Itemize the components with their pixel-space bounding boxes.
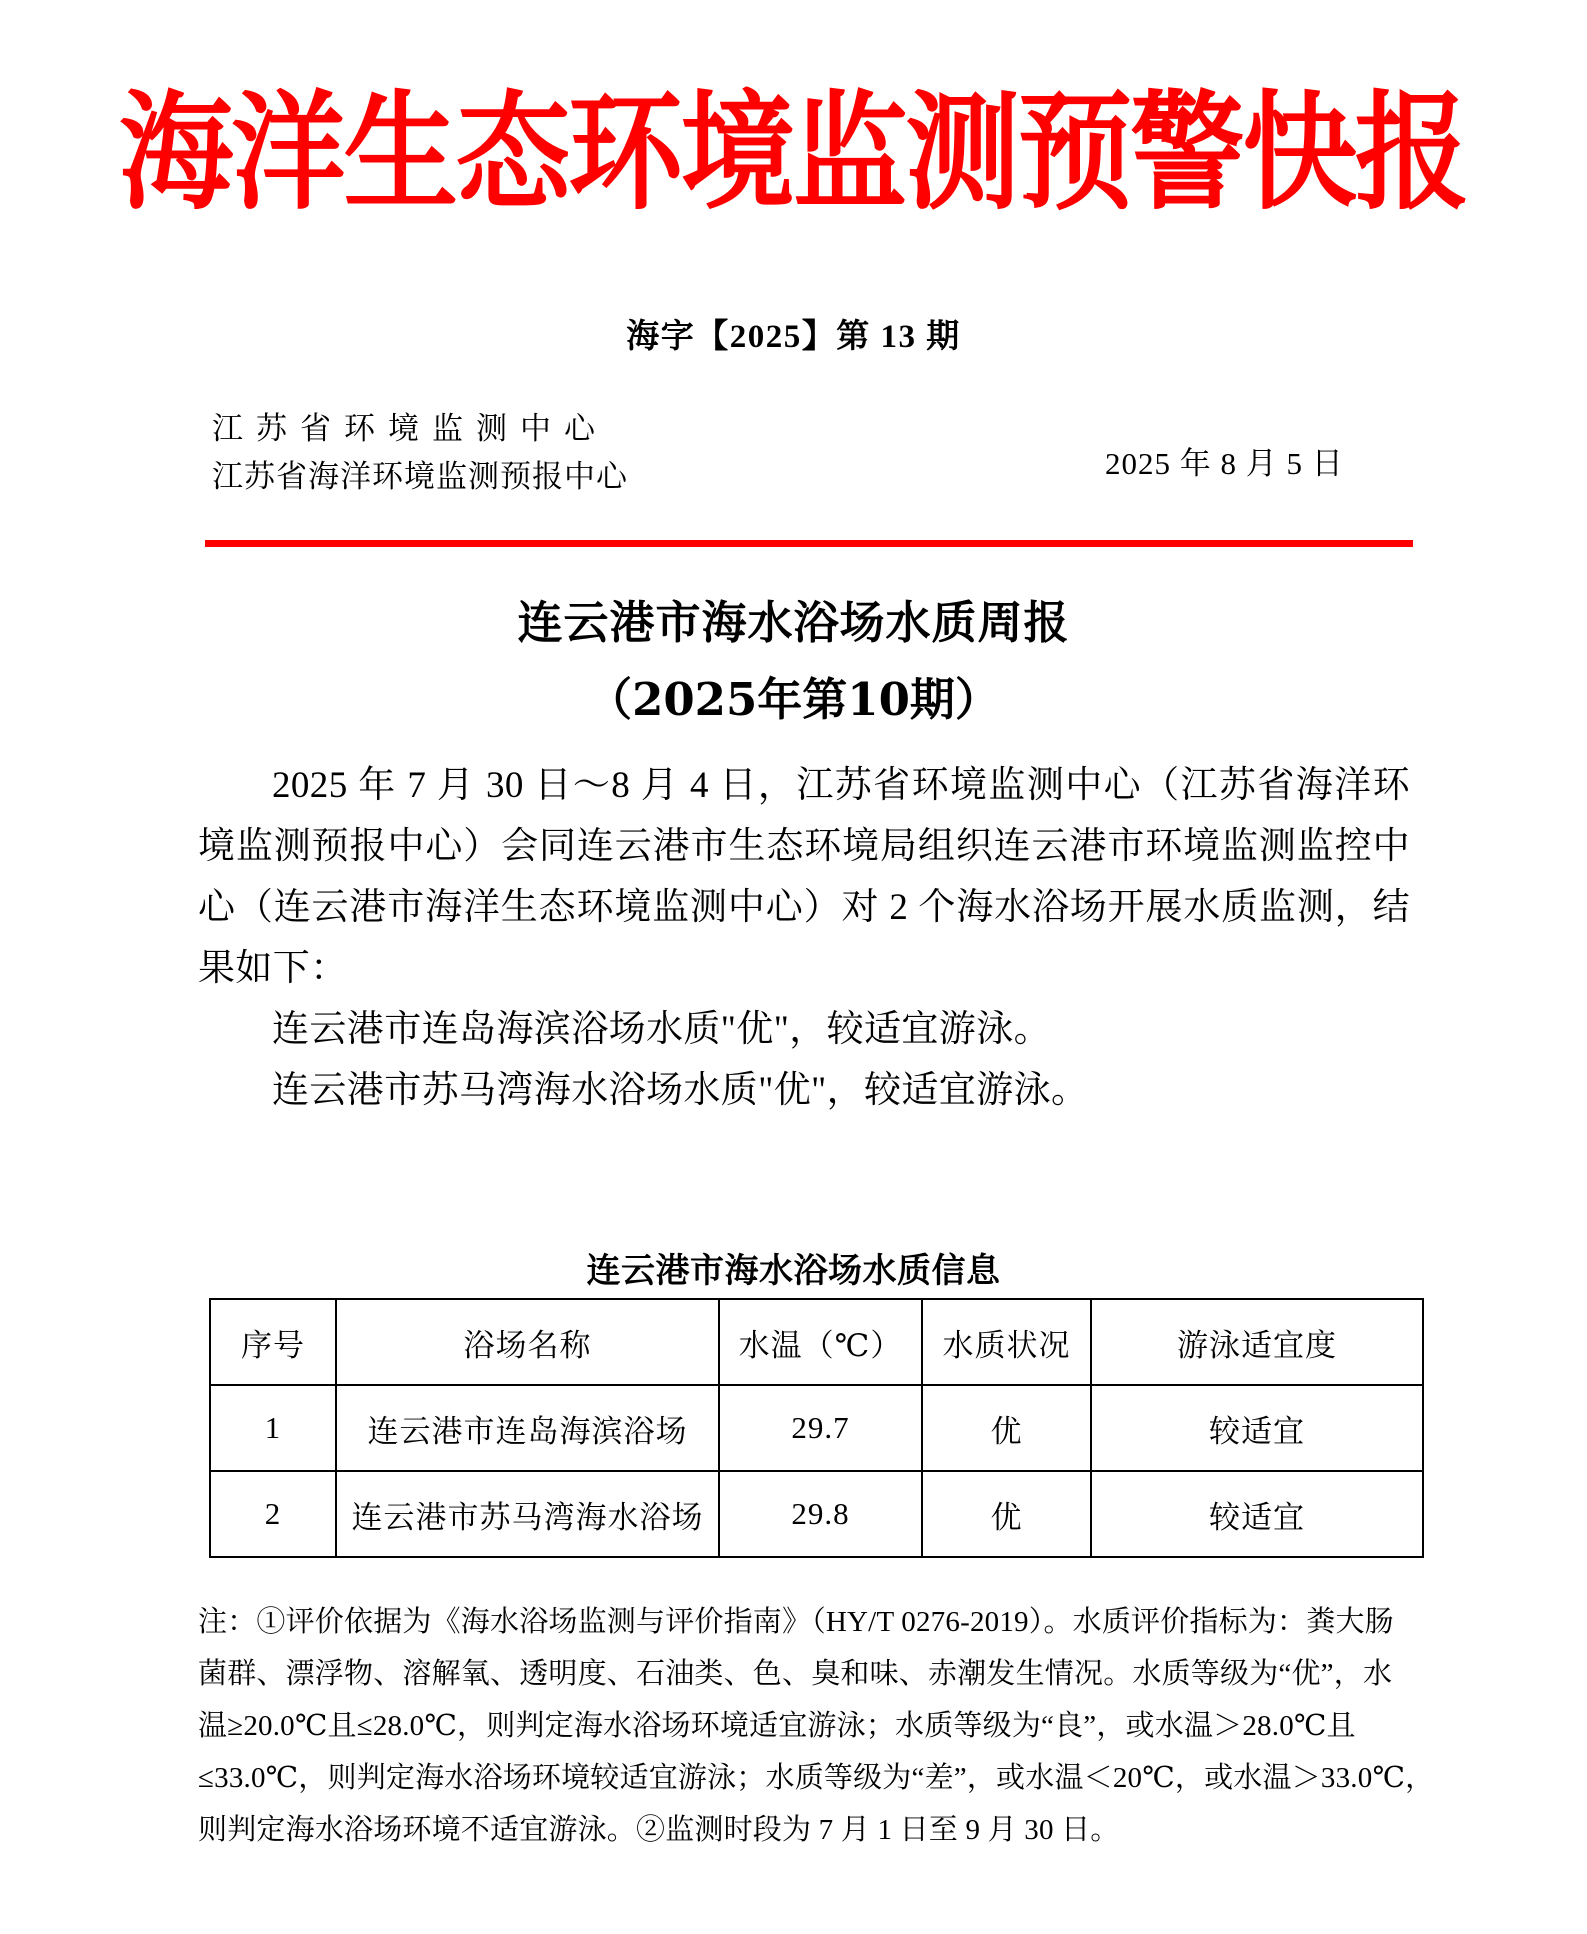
column-header-beach-name: 浴场名称 xyxy=(336,1299,719,1385)
issuer-secondary: 江苏省海洋环境监测预报中心 xyxy=(212,459,628,495)
cell-temperature: 29.7 xyxy=(719,1385,922,1471)
table-header-row xyxy=(210,1299,1423,1385)
issuing-organizations xyxy=(212,405,628,501)
publication-date: 2025 年 8 月 5 日 xyxy=(1105,446,1344,481)
cell-quality: 优 xyxy=(922,1385,1091,1471)
footnote-line-3: 温≥20.0℃且≤28.0℃，则判定海水浴场环境适宜游泳；水质等级为“良”，或水温＞28.0℃且 xyxy=(198,1710,1356,1742)
masthead-title: 海洋生态环境监测预警快报 xyxy=(119,79,1468,228)
footnote-line-1: 注：①评价依据为《海水浴场监测与评价指南》（HY/T 0276-2019）。水质评价指标为：粪大肠 xyxy=(198,1606,1394,1638)
masthead xyxy=(0,79,1587,228)
footnote-line-2: 菌群、漂浮物、溶解氧、透明度、石油类、色、臭和味、赤潮发生情况。水质等级为“优”，水 xyxy=(198,1658,1393,1690)
cell-beach-name: 连云港市苏马湾海水浴场 xyxy=(336,1471,719,1557)
footnote-line-4: ≤33.0℃，则判定海水浴场环境较适宜游泳；水质等级为“差”，或水温＜20℃，或水温＞33.0℃， xyxy=(198,1762,1435,1794)
column-header-quality: 水质状况 xyxy=(922,1299,1091,1385)
report-body xyxy=(198,755,1410,1121)
water-quality-table xyxy=(209,1298,1424,1558)
cell-quality: 优 xyxy=(922,1471,1091,1557)
body-paragraph-result-2: 连云港市苏马湾海水浴场水质"优"，较适宜游泳。 xyxy=(272,1070,1089,1111)
footnote-line-5: 则判定海水浴场环境不适宜游泳。②监测时段为 7 月 1 日至 9 月 30 日。 xyxy=(198,1814,1120,1846)
body-paragraph-result-1: 连云港市连岛海滨浴场水质"优"，较适宜游泳。 xyxy=(272,1009,1052,1050)
body-paragraph-intro: 2025 年 7 月 30 日～8 月 4 日，江苏省环境监测中心（江苏省海洋环境监测预报中心）会同连云港市生态环境局组织连云港市环境监测监控中心（连云港市海洋生态环境监测中心）对 2 个海水浴场开展水质监测，结果如下： xyxy=(198,765,1410,989)
cell-index: 2 xyxy=(210,1471,336,1557)
cell-suitability: 较适宜 xyxy=(1091,1385,1423,1471)
column-header-temperature: 水温（℃） xyxy=(719,1299,922,1385)
table-footnote xyxy=(198,1596,1435,1856)
cell-beach-name: 连云港市连岛海滨浴场 xyxy=(336,1385,719,1471)
cell-index: 1 xyxy=(210,1385,336,1471)
red-divider-rule xyxy=(205,540,1413,547)
table-row xyxy=(210,1385,1423,1471)
issuer-primary: 江苏省环境监测中心 xyxy=(212,411,608,446)
cell-temperature: 29.8 xyxy=(719,1471,922,1557)
column-header-index: 序号 xyxy=(210,1299,336,1385)
report-subtitle: （2025年第10期） xyxy=(587,673,1000,726)
table-caption: 连云港市海水浴场水质信息 xyxy=(586,1251,1001,1291)
issue-number-line: 海字【2025】第 13 期 xyxy=(626,319,961,355)
cell-suitability: 较适宜 xyxy=(1091,1471,1423,1557)
report-title: 连云港市海水浴场水质周报 xyxy=(517,596,1070,649)
column-header-suitability: 游泳适宜度 xyxy=(1091,1299,1423,1385)
table-row xyxy=(210,1471,1423,1557)
